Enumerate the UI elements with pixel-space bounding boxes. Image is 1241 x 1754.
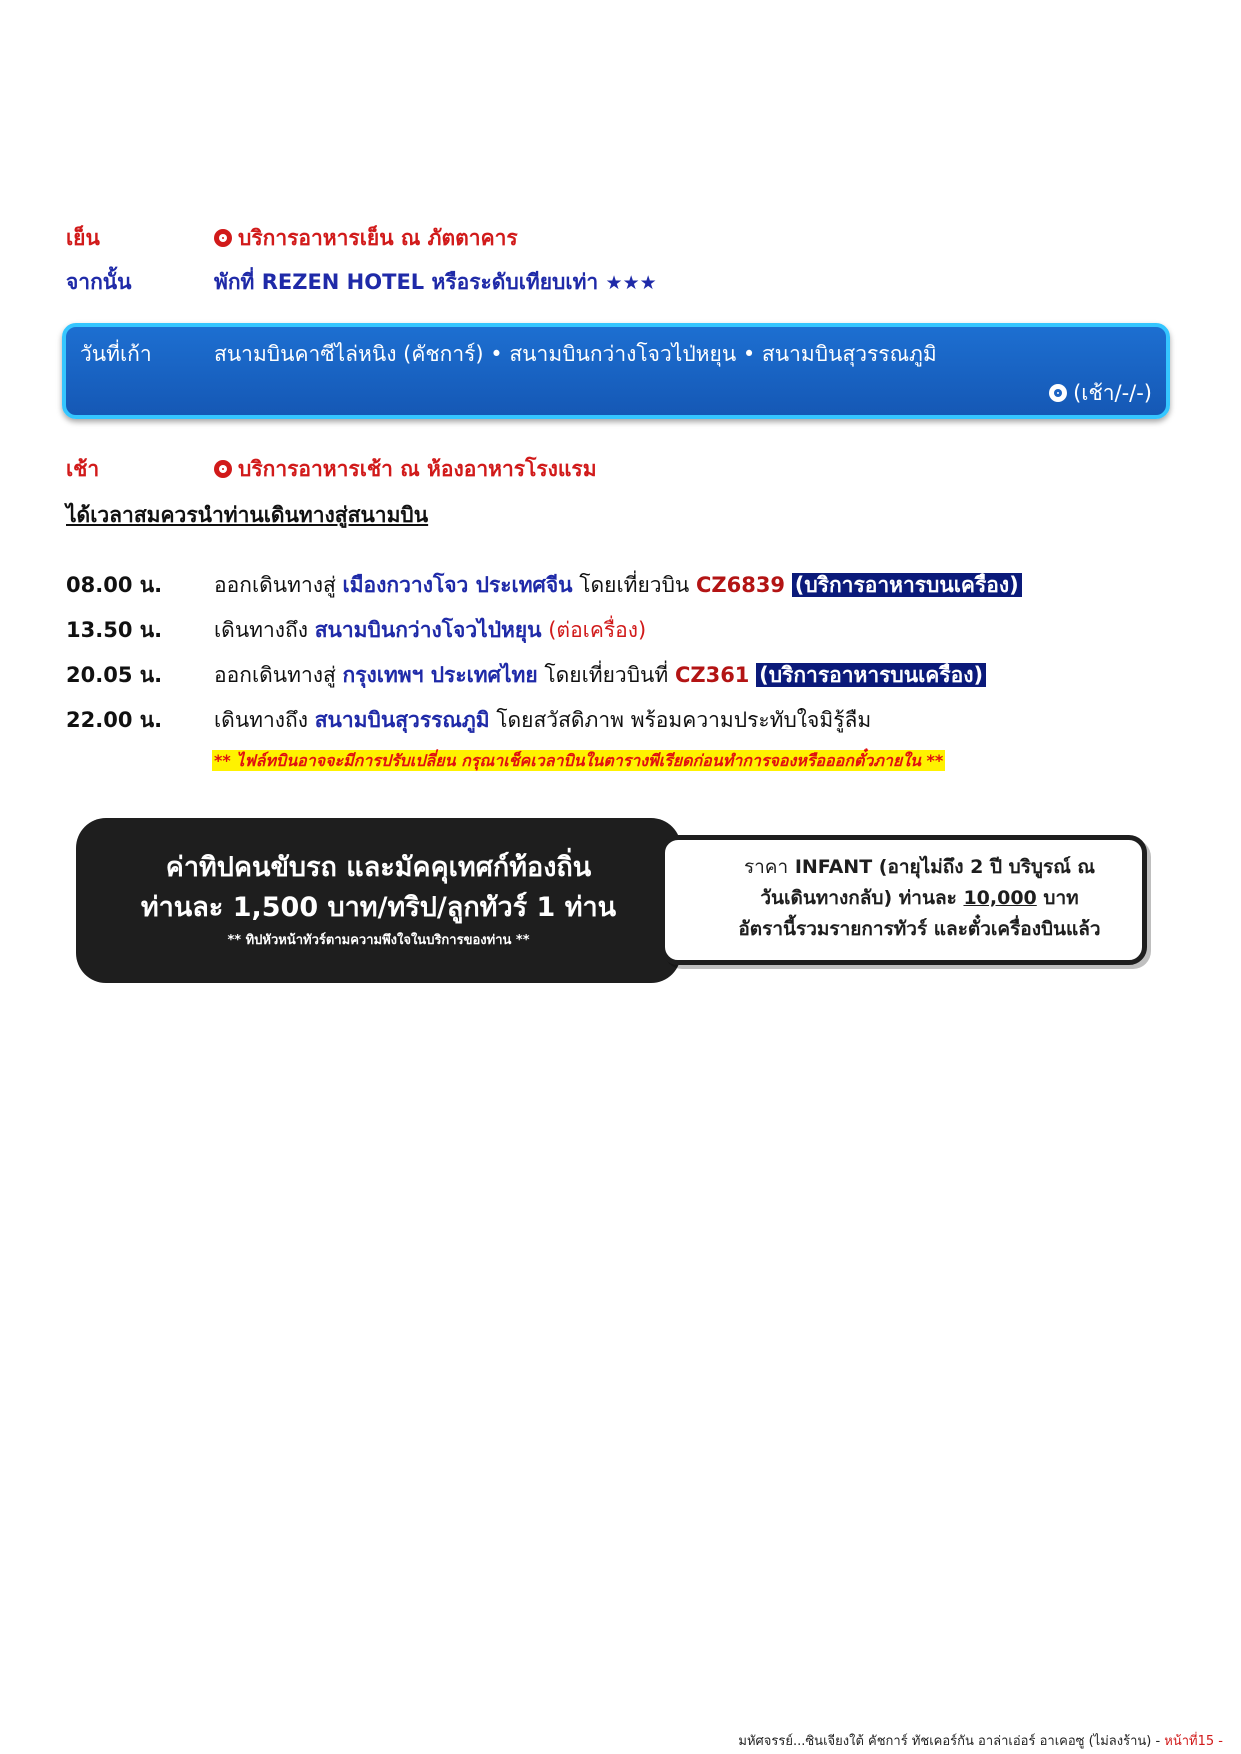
flight-warning: ** ไฟล์ทบินอาจจะมีการปรับเปลี่ยน กรุณาเช็คเวลาบินในตารางพีเรียดก่อนทำการจองหรือออกตั๋วภายใน ** xyxy=(214,751,944,770)
schedule-place: กรุงเทพฯ ประเทศไทย xyxy=(342,663,538,687)
infant-currency: บาท xyxy=(1043,887,1079,909)
evening-text: บริการอาหารเย็น ณ ภัตตาคาร xyxy=(238,226,518,250)
schedule-mid: โดยเที่ยวบินที่ xyxy=(544,663,669,687)
day9-meals: (เช้า/-/-) xyxy=(1073,381,1152,405)
day9-route: สนามบินคาซีไล่หนิง (คัชการ์) • สนามบินกว่างโจวไป่หยุน • สนามบินสุวรรณภูมิ xyxy=(214,342,937,366)
schedule-prefix: เดินทางถึง xyxy=(214,618,309,642)
infant-line1 xyxy=(705,852,1134,883)
day9-header-box xyxy=(62,323,1170,419)
schedule-time: 22.00 น. xyxy=(66,708,163,732)
flight-number: CZ6839 xyxy=(695,573,786,597)
day9-meals-wrap xyxy=(1049,377,1152,409)
schedule-prefix: เดินทางถึง xyxy=(214,708,309,732)
infant-amount: 10,000 xyxy=(963,887,1037,909)
schedule-row xyxy=(66,568,1181,602)
infant-price-box xyxy=(660,835,1147,965)
morning-text-wrap xyxy=(214,452,597,486)
schedule-text xyxy=(214,703,871,737)
meal-service-badge: (บริการอาหารบนเครื่อง) xyxy=(756,663,986,687)
hotel-text: พักที่ REZEN HOTEL หรือระดับเทียบเท่า xyxy=(214,270,599,294)
dish-icon xyxy=(214,229,232,247)
transfer-heading: ได้เวลาสมควรนำท่านเดินทางสู่สนามบิน xyxy=(66,503,429,527)
tip-box xyxy=(76,818,681,983)
schedule-row xyxy=(66,613,1181,647)
evening-text-wrap xyxy=(214,221,518,255)
schedule-time: 20.05 น. xyxy=(66,663,163,687)
meal-service-badge: (บริการอาหารบนเครื่อง) xyxy=(792,573,1022,597)
after-row xyxy=(66,265,1181,299)
page-number: หน้าที่15 - xyxy=(1164,1734,1223,1749)
after-label: จากนั้น xyxy=(66,270,132,294)
schedule-text xyxy=(214,658,986,692)
infant-line3: อัตรานี้รวมรายการทัวร์ และตั๋วเครื่องบินแล้ว xyxy=(738,918,1101,940)
schedule-prefix: ออกเดินทางสู่ xyxy=(214,663,336,687)
schedule-text xyxy=(214,613,646,647)
schedule-text xyxy=(214,568,1022,602)
evening-label: เย็น xyxy=(66,226,100,250)
tip-note: ** ทิปหัวหน้าทัวร์ตามความพึงใจในบริการของท่าน ** xyxy=(227,933,530,948)
page-footer xyxy=(738,1730,1223,1751)
infant-condition-end: วันเดินทางกลับ) ท่านละ xyxy=(760,887,957,909)
schedule-suffix: โดยสวัสดิภาพ พร้อมความประทับใจมิรู้ลืม xyxy=(496,708,872,732)
tip-line1: ค่าทิปคนขับรถ และมัคคุเทศก์ท้องถิ่น xyxy=(165,852,592,883)
schedule-row xyxy=(66,658,1181,692)
schedule-place: สนามบินกว่างโจวไป่หยุน xyxy=(314,618,542,642)
schedule-place: เมืองกวางโจว ประเทศจีน xyxy=(342,573,573,597)
schedule-prefix: ออกเดินทางสู่ xyxy=(214,573,336,597)
evening-row xyxy=(66,221,1181,255)
morning-row xyxy=(66,452,1181,486)
after-text-wrap xyxy=(214,265,657,300)
footer-text: มหัศจรรย์...ซินเจียงใต้ คัชการ์ ทัชเคอร์กัน อาล่าเอ่อร์ อาเคอซู (ไม่ลงร้าน) - xyxy=(738,1734,1161,1749)
morning-label: เช้า xyxy=(66,457,100,481)
star-icons: ★★★ xyxy=(605,272,657,294)
infant-line2 xyxy=(705,883,1134,914)
schedule-time: 08.00 น. xyxy=(66,573,163,597)
connection-note: (ต่อเครื่อง) xyxy=(548,618,647,642)
dish-icon xyxy=(1049,384,1067,402)
infant-price-prefix: ราคา xyxy=(743,856,789,878)
schedule-place: สนามบินสุวรรณภูมิ xyxy=(314,708,490,732)
schedule-mid: โดยเที่ยวบิน xyxy=(579,573,690,597)
infant-condition: INFANT (อายุไม่ถึง 2 ปี บริบูรณ์ ณ xyxy=(794,856,1096,878)
tip-line2: ท่านละ 1,500 บาท/ทริป/ลูกทัวร์ 1 ท่าน xyxy=(140,892,617,923)
morning-text: บริการอาหารเช้า ณ ห้องอาหารโรงแรม xyxy=(238,457,597,481)
transfer-heading-row xyxy=(66,498,1181,532)
day9-label: วันที่เก้า xyxy=(80,342,152,366)
flight-number: CZ361 xyxy=(674,663,750,687)
schedule-row xyxy=(66,703,1181,737)
dish-icon xyxy=(214,460,232,478)
schedule-time: 13.50 น. xyxy=(66,618,163,642)
flight-warning-wrap xyxy=(212,748,945,774)
